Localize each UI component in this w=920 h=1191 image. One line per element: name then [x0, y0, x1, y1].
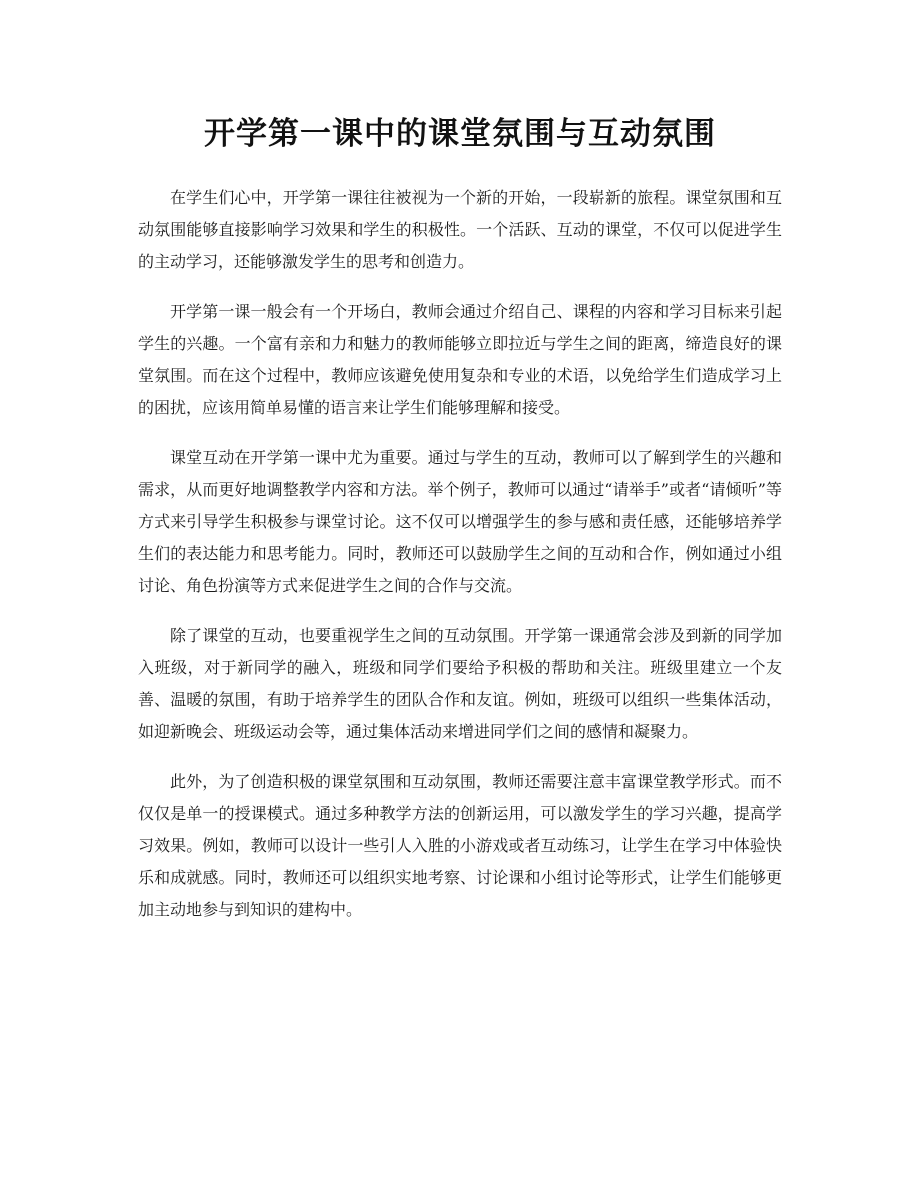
paragraph-1: 在学生们心中，开学第一课往往被视为一个新的开始，一段崭新的旅程。课堂氛围和互动氛围能够直接影响学习效果和学生的积极性。一个活跃、互动的课堂，不仅可以促进学生的主动学习，还能够激发学生的思考和创造力。: [138, 188, 782, 271]
paragraph-3: 课堂互动在开学第一课中尤为重要。通过与学生的互动，教师可以了解到学生的兴趣和需求，从而更好地调整教学内容和方法。举个例子，教师可以通过“请举手”或者“请倾听”等方式来引导学生积极参与课堂讨论。这不仅可以增强学生的参与感和责任感，还能够培养学生们的表达能力和思考能力。同时，教师还可以鼓励学生之间的互动和合作，例如通过小组讨论、角色扮演等方式来促进学生之间的合作与交流。: [138, 448, 782, 595]
paragraph-4: 除了课堂的互动，也要重视学生之间的互动氛围。开学第一课通常会涉及到新的同学加入班级，对于新同学的融入，班级和同学们要给予积极的帮助和关注。班级里建立一个友善、温暖的氛围，有助于培养学生的团队合作和友谊。例如，班级可以组织一些集体活动，如迎新晚会、班级运动会等，通过集体活动来增进同学们之间的感情和凝聚力。: [138, 626, 782, 741]
document-title: 开学第一课中的课堂氛围与互动氛围: [204, 116, 716, 152]
document-body: [138, 182, 782, 926]
paragraph-2: 开学第一课一般会有一个开场白，教师会通过介绍自己、课程的内容和学习目标来引起学生的兴趣。一个富有亲和力和魅力的教师能够立即拉近与学生之间的距离，缔造良好的课堂氛围。而在这个过程中，教师应该避免使用复杂和专业的术语，以免给学生们造成学习上的困扰，应该用简单易懂的语言来让学生们能够理解和接受。: [138, 302, 782, 417]
paragraph-5: 此外，为了创造积极的课堂氛围和互动氛围，教师还需要注意丰富课堂教学形式。而不仅仅是单一的授课模式。通过多种教学方法的创新运用，可以激发学生的学习兴趣，提高学习效果。例如，教师可以设计一些引人入胜的小游戏或者互动练习，让学生在学习中体验快乐和成就感。同时，教师还可以组织实地考察、讨论课和小组讨论等形式，让学生们能够更加主动地参与到知识的建构中。: [138, 772, 782, 919]
